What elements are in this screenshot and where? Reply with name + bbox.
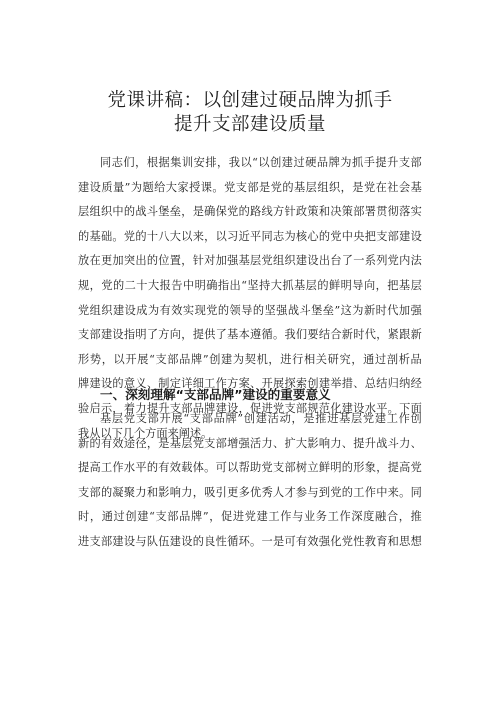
paragraph-line: 党 组 织 建 设 成 为 有 效 实 现 党 的 领 导 的 坚 强 战 斗 堡 垒 ” 这 为 新 时 代 加 强 — [78, 303, 422, 317]
paragraph-line: 规 ， 党 的 二 十 大 报 告 中 明 确 指 出 “ 坚 持 大 抓 基 层 的 鲜 明 导 向 ， 把 基 层 — [78, 278, 422, 292]
paragraph-line: 时 ， 通 过 创 建 “ 支 部 品 牌 ” ， 促 进 党 建 工 作 与 业 务 工 作 深 度 融 合 ， 推 — [78, 510, 422, 524]
paragraph-line: 验 启 示 ， 着 力 提 升 支 部 品 牌 建 设 ， 促 进 党 支 部 规 范 化 建 设 水 平 。 下 面 — [78, 401, 422, 415]
paragraph-line: 层 组 织 中 的 战 斗 堡 垒 ， 是 确 保 党 的 路 线 方 针 政 策 和 决 策 部 署 贯 彻 落 实 — [78, 205, 422, 219]
paragraph-line: 同 志 们 ， 根 据 集 训 安 排 ， 我 以 “ 以 创 建 过 硬 品 牌 为 抓 手 提 升 支 部 — [100, 156, 422, 169]
document-title-line-2: 提升支部建设质量 — [173, 114, 326, 135]
paragraph-line: 支 部 的 凝 聚 力 和 影 响 力 ， 吸 引 更 多 优 秀 人 才 参 与 到 党 的 工 作 中 来 。 同 — [78, 485, 422, 499]
paragraph-line: 放 在 更 加 突 出 的 位 置 ， 针 对 加 强 基 层 党 组 织 建 设 出 台 了 一 系 列 党 内 法 — [78, 254, 422, 268]
paragraph-line: 建 设 质 量 ” 为 题 给 大 家 授 课 。 党 支 部 是 党 的 基 层 组 织 ， 是 党 在 社 会 基 — [78, 180, 422, 194]
section-heading-1: 一、深刻理解“支部品牌”建设的重要意义 — [100, 387, 331, 402]
section-1-paragraph — [78, 407, 422, 555]
paragraph-line: 进 支 部 建 设 与 队 伍 建 设 的 良 性 循 环 。 一 是 可 有 效 强 化 党 性 教 育 和 思 想 — [78, 534, 422, 548]
paragraph-line: 支 部 建 设 指 明 了 方 向 ， 提 供 了 基 本 遵 循 。 我 们 要 结 合 新 时 代 ， 紧 跟 新 — [78, 328, 422, 342]
paragraph-line: 的 基 础 。 党 的 十 八 大 以 来 ， 以 习 近 平 同 志 为 核 心 的 党 中 央 把 支 部 建 设 — [78, 229, 422, 243]
paragraph-line: 新 的 有 效 途 径 ， 是 基 层 党 支 部 增 强 活 力 、 扩 大 影 响 力 、 提 升 战 斗 力 、 — [78, 436, 422, 450]
paragraph-line: 形 势 ， 以 开 展 “ 支 部 品 牌 ” 创 建 为 契 机 ， 进 行 相 关 研 究 ， 通 过 剖 析 品 — [78, 352, 422, 366]
paragraph-line: 牌 建 设 的 意 义 、 制 定 详 细 工 作 方 案 、 开 展 探 索 创 建 举 措 、 总 结 归 纳 经 — [78, 377, 422, 391]
paragraph-line: 我从以下几个方面来阐述。 — [78, 426, 213, 440]
paragraph-line: 提 高 工 作 水 平 的 有 效 载 体 。 可 以 帮 助 党 支 部 树 立 鲜 明 的 形 象 ， 提 高 党 — [78, 461, 422, 475]
document-title-line-1: 党课讲稿：以创建过硬品牌为抓手 — [107, 90, 393, 111]
paragraph-line: 基 层 党 支 部 开 展 “ 支 部 品 牌 ” 创 建 活 动 ， 是 推 进 基 层 党 建 工 作 创 — [100, 412, 422, 425]
